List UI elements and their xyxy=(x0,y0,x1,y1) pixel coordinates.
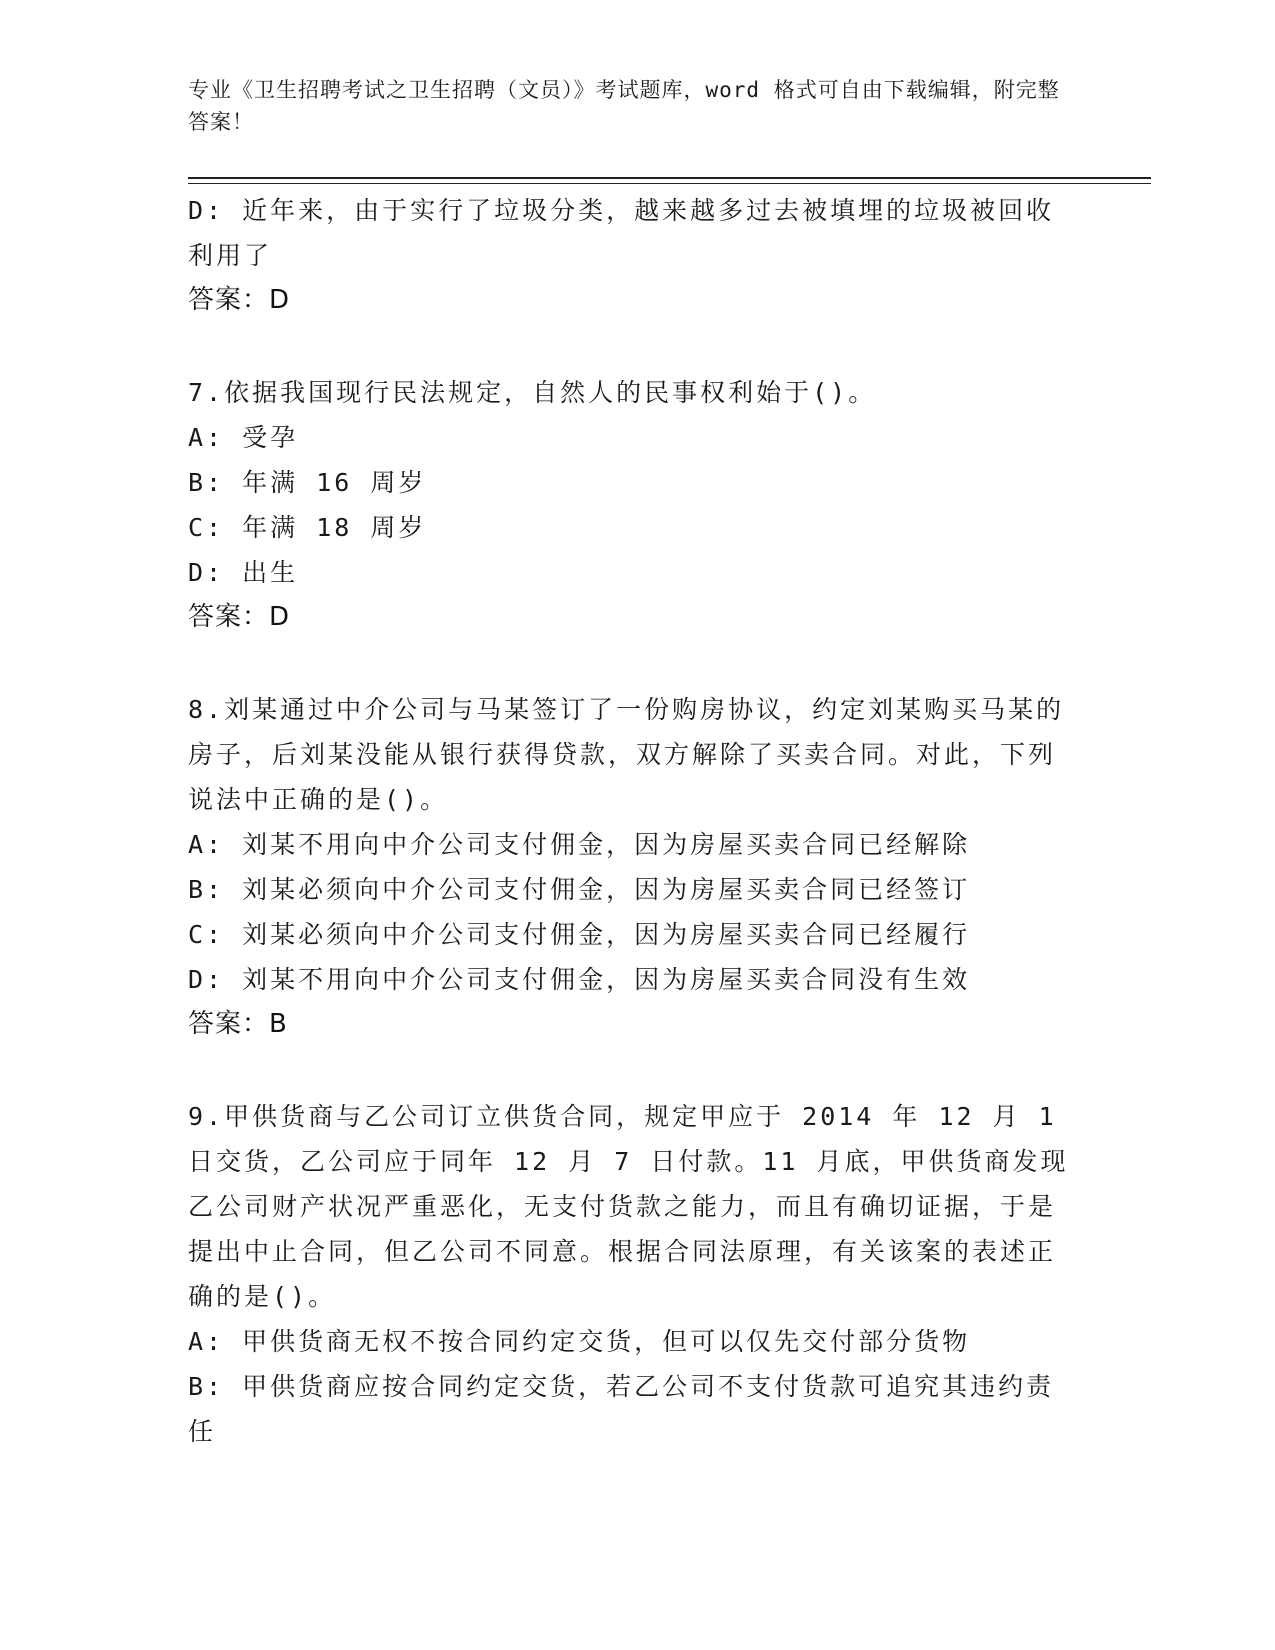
spacer xyxy=(188,640,1078,687)
question-9 xyxy=(188,1094,1078,1454)
option-d: D: 刘某不用向中介公司支付佣金，因为房屋买卖合同没有生效 xyxy=(188,965,971,994)
question-stem: 7.依据我国现行民法规定，自然人的民事权利始于()。 xyxy=(188,378,877,407)
question-stem: 8.刘某通过中介公司与马某签订了一份购房协议，约定刘某购买马某的房子，后刘某没能从银行获得贷款，双方解除了买卖合同。对此，下列说法中正确的是()。 xyxy=(188,695,1065,814)
option-d: D: 出生 xyxy=(188,558,299,587)
option-b: B: 甲供货商应按合同约定交货，若乙公司不支付货款可追究其违约责任 xyxy=(188,1372,1055,1446)
option-a: A: 甲供货商无权不按合同约定交货，但可以仅先交付部分货物 xyxy=(188,1327,971,1356)
question-7 xyxy=(188,370,1078,640)
answer-line: 答案：D xyxy=(188,602,291,632)
option-c: C: 年满 18 周岁 xyxy=(188,513,427,542)
option-b: B: 刘某必须向中介公司支付佣金，因为房屋买卖合同已经签订 xyxy=(188,875,971,904)
document-body xyxy=(188,188,1078,1454)
spacer xyxy=(188,1047,1078,1094)
header-divider-thick xyxy=(188,177,1151,179)
spacer xyxy=(188,323,1078,370)
previous-question-tail xyxy=(188,188,1078,323)
answer-line: 答案：D xyxy=(188,285,291,315)
option-a: A: 受孕 xyxy=(188,423,299,452)
question-stem: 9.甲供货商与乙公司订立供货合同，规定甲应于 2014 年 12 月 1 日交货，乙公司应于同年 12 月 7 日付款。11 月底，甲供货商发现乙公司财产状况严重恶化，无支付货款之能力，而且有确切证据，于是提出中止合同，但乙公司不同意。根据合同法原理，有关该案的表述正确的是()。 xyxy=(188,1102,1069,1311)
page-header: 专业《卫生招聘考试之卫生招聘（文员）》考试题库，word 格式可自由下载编辑，附完整答案！ xyxy=(188,78,1060,134)
option-a: A: 刘某不用向中介公司支付佣金，因为房屋买卖合同已经解除 xyxy=(188,830,971,859)
question-8 xyxy=(188,687,1078,1047)
option-c: C: 刘某必须向中介公司支付佣金，因为房屋买卖合同已经履行 xyxy=(188,920,971,949)
option-d: D: 近年来，由于实行了垃圾分类，越来越多过去被填埋的垃圾被回收利用了 xyxy=(188,196,1055,270)
answer-line: 答案：B xyxy=(188,1009,288,1039)
header-divider-thin xyxy=(188,183,1151,184)
option-b: B: 年满 16 周岁 xyxy=(188,468,427,497)
